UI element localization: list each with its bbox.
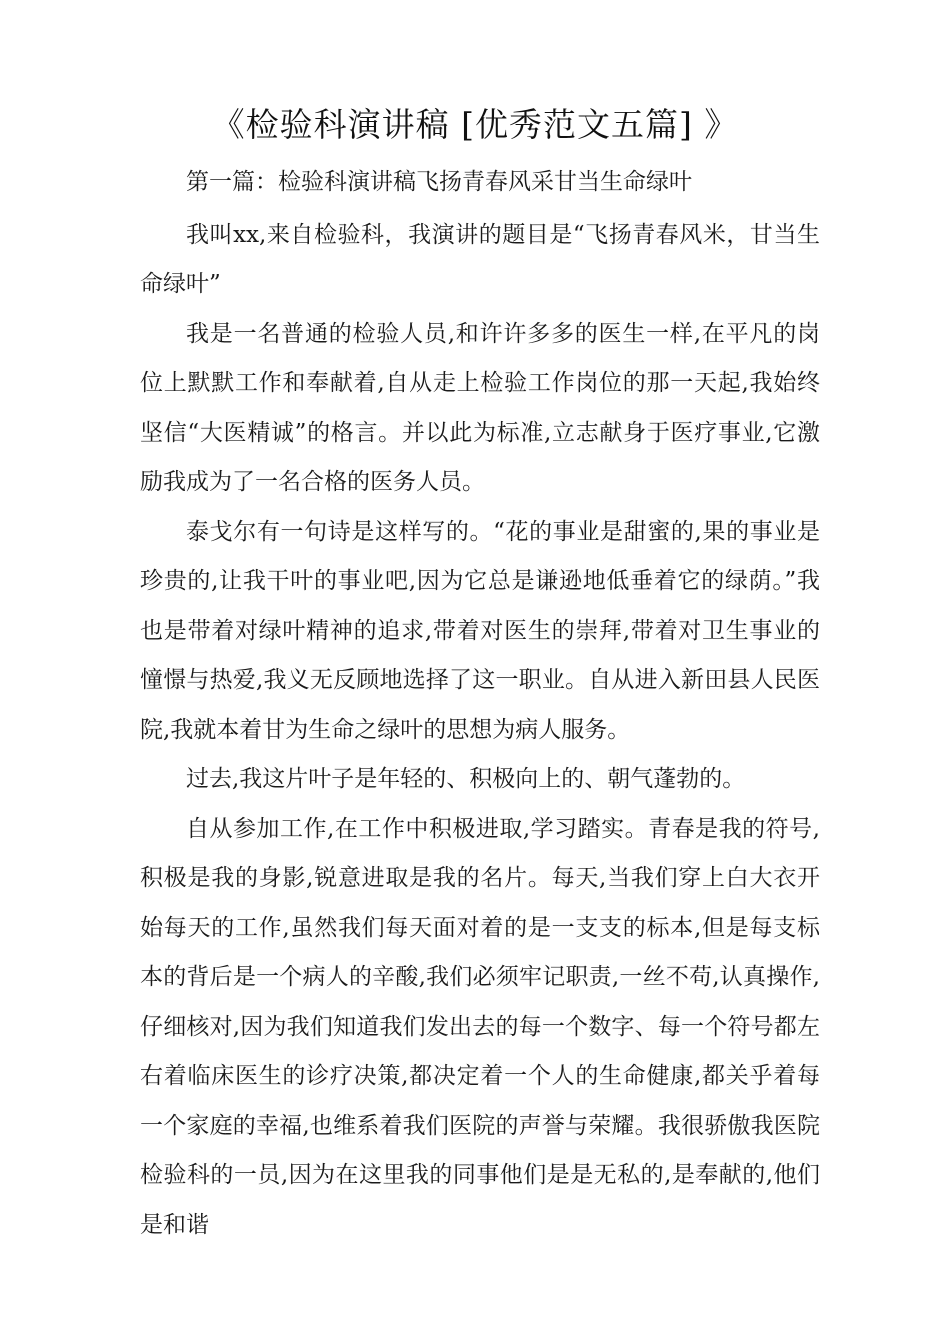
paragraph-intro: 我叫xx,来自检验科，我演讲的题目是“飞扬青春风米，甘当生命绿叶”	[140, 221, 820, 297]
paragraph-belief: 我是一名普通的检验人员,和许许多多的医生一样,在平凡的岗位上默默工作和奉献着,自从走上检验工作岗位的那一天起,我始终坚信“大医精诚”的格言。并以此为标准,立志献身于医疗事业,它激励我成为了一名合格的医务人员。	[140, 320, 820, 495]
document-title: 《检验科演讲稿 [优秀范文五篇] 》	[211, 105, 739, 144]
paragraph-work: 自从参加工作,在工作中积极进取,学习踏实。青春是我的符号,积极是我的身影,锐意进取是我的名片。每天,当我们穿上白大衣开始每天的工作,虽然我们每天面对着的是一支支的标本,但是每支标本的背后是一个病人的辛酸,我们必须牢记职责,一丝不苟,认真操作,仔细核对,因为我们知道我们发出去的每一个数字、每一个符号都左右着临床医生的诊疗决策,都决定着一个人的生命健康,都关乎着每一个家庭的幸福,也维系着我们医院的声誉与荣耀。我很骄傲我医院检验科的一员,因为在这里我的同事他们是是无私的,是奉献的,他们是和谐	[140, 815, 820, 1238]
paragraph-tagore: 泰戈尔有一句诗是这样写的。“花的事业是甜蜜的,果的事业是珍贵的,让我干叶的事业吧,因为它总是谦逊地低垂着它的绿荫。”我也是带着对绿叶精神的追求,带着对医生的崇拜,带着对卫生事业的憧憬与热爱,我义无反顾地选择了这一职业。自从进入新田县人民医院,我就本着甘为生命之绿叶的思想为病人服务。	[140, 518, 820, 743]
section-heading: 第一篇：检验科演讲稿飞扬青春风采甘当生命绿叶	[186, 169, 692, 195]
paragraph-past: 过去,我这片叶子是年轻的、积极向上的、朝气蓬勃的。	[186, 766, 746, 792]
document-body	[140, 158, 820, 1250]
